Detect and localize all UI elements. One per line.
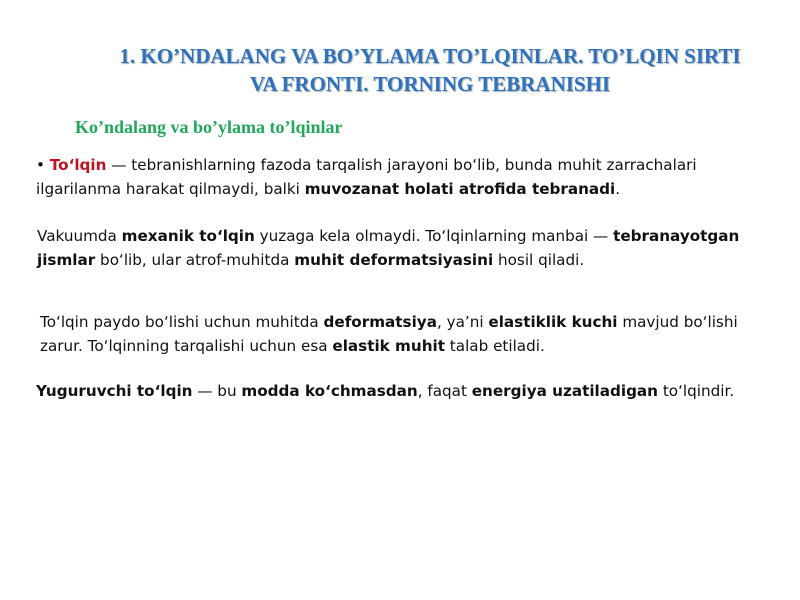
text-segment: mavjud bo‘lishi zarur. To‘lqinning tarqalishi uchun esa [40, 313, 738, 355]
bold-phrase: mexanik to‘lqin [121, 227, 255, 245]
text-segment: , ya’ni [436, 313, 489, 331]
text-segment: bo‘lib, ular atrof-muhitda [95, 251, 295, 269]
text-segment: , faqat [417, 382, 472, 400]
bold-phrase: elastik muhit [332, 337, 445, 355]
text-segment: to‘lqindir. [658, 382, 735, 400]
slide-title-line-1: 1. KO’NDALANG VA BO’YLAMA TO’LQINLAR. TO’LQIN SIRTI [119, 44, 741, 68]
text-segment: — tebranishlarning fazoda tarqalish jarayoni bo‘lib, bunda muhit zarrachalari ilgarilanma harakat qilmaydi, balki [36, 156, 697, 198]
bold-phrase: muhit deformatsiyasini [294, 251, 494, 269]
text-segment: Vakuumda [37, 227, 122, 245]
bold-phrase: tebranayotgan jismlar [37, 227, 740, 269]
text-segment: . [615, 180, 621, 198]
slide-title-line-2: VA FRONTI. TORNING TEBRANISHI [249, 72, 611, 96]
bold-phrase: Yuguruvchi to‘lqin [36, 382, 193, 400]
slide-title [60, 42, 800, 98]
bullet: • [36, 156, 45, 174]
bold-phrase: energiya uzatiladigan [471, 382, 658, 400]
bold-phrase: deformatsiya [323, 313, 437, 331]
paragraph-vacuum [37, 224, 777, 272]
paragraph-deformation [40, 310, 780, 358]
term-wave: To‘lqin [49, 156, 107, 174]
section-subtitle: Ko’ndalang va bo’ylama to’lqinlar [75, 117, 343, 137]
text-segment: talab etiladi. [444, 337, 545, 355]
paragraph-traveling-wave [36, 379, 776, 403]
paragraph-wave-definition [36, 153, 776, 201]
text-segment: To‘lqin paydo bo‘lishi uchun muhitda [40, 313, 324, 331]
bold-phrase: muvozanat holati atrofida tebranadi [304, 180, 616, 198]
text-segment: — bu [192, 382, 242, 400]
bold-phrase: elastiklik kuchi [488, 313, 618, 331]
text-segment: hosil qiladi. [493, 251, 585, 269]
text-segment: yuzaga kela olmaydi. To‘lqinlarning manbai — [254, 227, 614, 245]
bold-phrase: modda ko‘chmasdan [241, 382, 418, 400]
